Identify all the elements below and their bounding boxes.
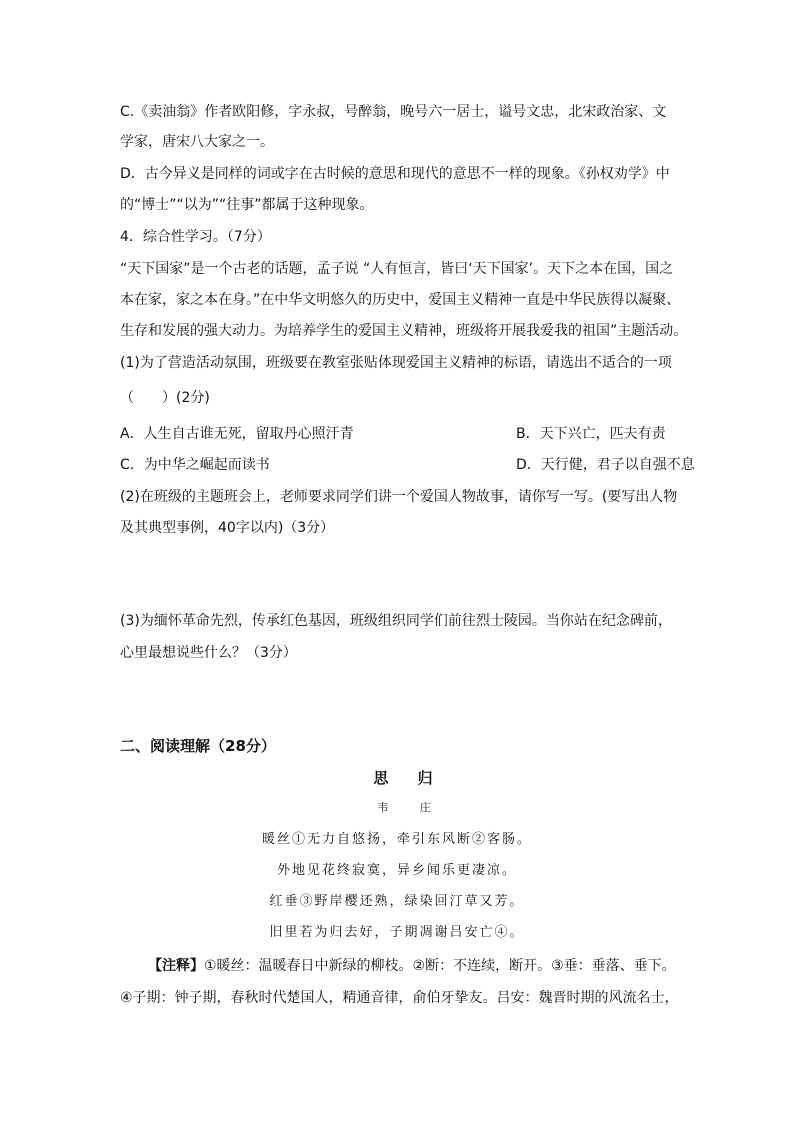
option-a: A．人生自古谁无死，留取丹心照汗青 [120, 426, 354, 442]
poem-author: 韦 庄 [377, 801, 445, 814]
annotation-line-1 [148, 956, 676, 976]
sub-question-3-continuation: 心里最想说些什么？（3分） [120, 645, 297, 661]
poem-line-1: 暖丝①无力自悠扬，牵引东风断②客肠。 [261, 832, 532, 847]
answer-blank: （ ）(2分) [120, 390, 210, 406]
option-c: C．为中华之崛起而读书 [120, 457, 270, 473]
poem-line-4: 旧里若为归去好，子期凋谢吕安亡④。 [269, 925, 525, 940]
option-d: D．天行健，君子以自强不息 [516, 457, 695, 473]
option-d-continuation: 的“博士”“以为”“往事”都属于这种现象。 [120, 197, 374, 213]
option-c-continuation: 学家，唐宋八大家之一。 [120, 134, 274, 150]
annotation-label: 【注释】 [148, 958, 204, 974]
poem-title: 思 归 [373, 769, 445, 787]
question-4-intro-line-2: 本在家，家之本在身。”在中华文明悠久的历史中，爱国主义精神一直是中华民族得以凝聚、 [120, 292, 681, 308]
poem-line-2: 外地见花终寂寞，异乡闻乐更凄凉。 [276, 863, 517, 878]
annotation-text-1: ①暖丝：温暖春日中新绿的柳枝。②断：不连续，断开。③垂：垂落、垂下。 [204, 958, 676, 974]
question-4-intro-line-1: “天下国家”是一个古老的话题，孟子说 “人有恒言，皆曰‘天下国家’。天下之本在国，国之 [120, 261, 674, 277]
sub-question-2: (2)在班级的主题班会上，老师要求同学们讲一个爱国人物故事，请你写一写。(要写出人物 [120, 489, 678, 505]
sub-question-3: (3)为缅怀革命先烈，传承红色基因，班级组织同学们前往烈士陵园。当你站在纪念碑前， [120, 613, 672, 629]
poem-line-3: 红垂③野岸樱还熟，绿染回汀草又芳。 [269, 894, 525, 909]
sub-question-2-continuation: 及其典型事例，40字以内)（3分） [120, 520, 335, 536]
option-c-line: C.《卖油翁》作者欧阳修，字永叔，号醉翁，晚号六一居士，谥号文忠，北宋政治家、文 [120, 104, 667, 120]
question-4-title: 4．综合性学习。（7分） [120, 229, 271, 245]
annotation-line-2: ④子期：钟子期，春秋时代楚国人，精通音律，俞伯牙挚友。吕安：魏晋时期的风流名士， [120, 990, 679, 1006]
option-d-line: D．古今异义是同样的词或字在古时候的意思和现代的意思不一样的现象。《孙权劝学》中 [120, 166, 670, 182]
section-2-heading: 二、阅读理解（28分） [120, 737, 276, 755]
question-4-intro-line-3: 生存和发展的强大动力。为培养学生的爱国主义精神，班级将开展我爱我的祖国”主题活动。 [120, 323, 688, 339]
option-row-cd [120, 455, 695, 475]
option-row-ab [120, 424, 680, 444]
option-b: B．天下兴亡，匹夫有责 [516, 426, 666, 442]
sub-question-1: (1)为了营造活动氛围，班级要在教室张贴体现爱国主义精神的标语，请选出不适合的一项 [120, 355, 672, 371]
